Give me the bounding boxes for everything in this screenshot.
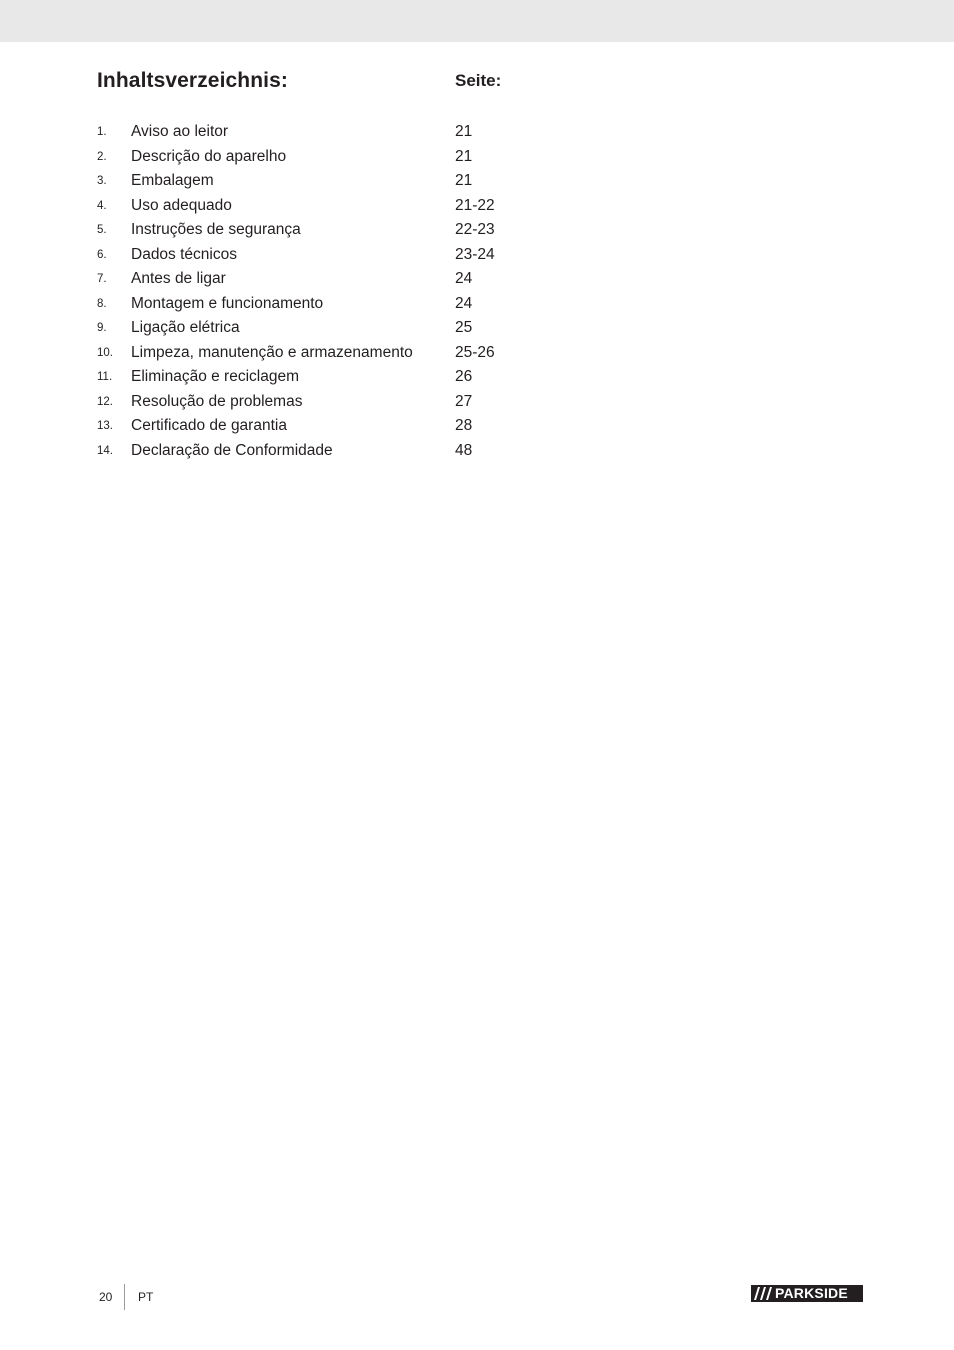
brand-name: PARKSIDE bbox=[775, 1285, 848, 1301]
toc-item-title: Ligação elétrica bbox=[131, 319, 240, 336]
toc-item-page: 25-26 bbox=[455, 343, 495, 361]
toc-item[interactable] bbox=[97, 342, 557, 367]
toc-item-number: 14. bbox=[97, 444, 113, 457]
toc-item-title: Eliminação e reciclagem bbox=[131, 368, 299, 385]
toc-item-title: Resolução de problemas bbox=[131, 392, 303, 410]
toc-item-number: 5. bbox=[97, 224, 107, 236]
toc-item[interactable] bbox=[97, 244, 557, 269]
toc-item-page: 25 bbox=[455, 319, 473, 336]
toc-item-title: Certificado de garantia bbox=[131, 417, 287, 434]
toc-item-page: 24 bbox=[455, 270, 473, 287]
top-band bbox=[0, 0, 954, 42]
toc-item-title: Dados técnicos bbox=[131, 245, 237, 263]
toc-item-page: 21 bbox=[455, 123, 473, 140]
footer-page-number: 20 bbox=[99, 1290, 113, 1304]
toc-item-title: Aviso ao leitor bbox=[131, 123, 229, 140]
toc-item[interactable] bbox=[97, 391, 557, 416]
toc-item-page: 21 bbox=[455, 147, 473, 165]
toc-item-number: 6. bbox=[97, 248, 107, 261]
page-column-header: Seite: bbox=[455, 71, 502, 90]
toc-item-number: 11. bbox=[97, 371, 113, 383]
parkside-logo bbox=[751, 1285, 863, 1302]
toc-item[interactable] bbox=[97, 219, 557, 244]
toc-item-title: Embalagem bbox=[131, 172, 214, 189]
toc-item[interactable] bbox=[97, 170, 557, 195]
toc-item-page: 22-23 bbox=[455, 221, 495, 238]
toc-item-page: 28 bbox=[455, 417, 473, 434]
toc-item-title: Declaração de Conformidade bbox=[131, 441, 333, 459]
toc-item-title: Montagem e funcionamento bbox=[131, 294, 324, 312]
toc-item-number: 1. bbox=[97, 126, 107, 138]
toc-list bbox=[97, 121, 557, 464]
toc-item-page: 24 bbox=[455, 294, 473, 312]
toc-title: Inhaltsverzeichnis: bbox=[97, 69, 288, 92]
toc-item-title: Limpeza, manutenção e armazenamento bbox=[131, 343, 413, 361]
footer-language-code: PT bbox=[138, 1290, 154, 1304]
toc-item-number: 12. bbox=[97, 395, 113, 408]
toc-item-title: Antes de ligar bbox=[131, 270, 226, 287]
toc-item[interactable] bbox=[97, 146, 557, 171]
toc-item-number: 8. bbox=[97, 297, 107, 310]
parkside-stripes-icon bbox=[754, 1287, 774, 1300]
toc-item-title: Descrição do aparelho bbox=[131, 147, 287, 165]
toc-item-number: 4. bbox=[97, 199, 107, 212]
toc-item-title: Uso adequado bbox=[131, 196, 232, 214]
toc-item-number: 10. bbox=[97, 346, 113, 359]
toc-item-title: Instruções de segurança bbox=[131, 221, 301, 238]
toc-item-page: 27 bbox=[455, 392, 473, 410]
toc-item[interactable] bbox=[97, 366, 557, 391]
footer-divider bbox=[124, 1284, 125, 1310]
toc-item[interactable] bbox=[97, 121, 557, 146]
toc-item-number: 3. bbox=[97, 175, 107, 187]
toc-item-number: 2. bbox=[97, 150, 107, 163]
toc-item-number: 7. bbox=[97, 273, 107, 285]
toc-item-page: 23-24 bbox=[455, 245, 495, 263]
toc-item[interactable] bbox=[97, 415, 557, 440]
toc-item-page: 21 bbox=[455, 172, 473, 189]
toc-item-page: 48 bbox=[455, 441, 473, 459]
toc-item[interactable] bbox=[97, 440, 557, 465]
toc-item-page: 21-22 bbox=[455, 196, 495, 214]
toc-item-page: 26 bbox=[455, 368, 473, 385]
toc-item[interactable] bbox=[97, 268, 557, 293]
toc-item-number: 13. bbox=[97, 420, 113, 432]
toc-item[interactable] bbox=[97, 317, 557, 342]
toc-item[interactable] bbox=[97, 293, 557, 318]
toc-item-number: 9. bbox=[97, 322, 107, 334]
toc-item[interactable] bbox=[97, 195, 557, 220]
